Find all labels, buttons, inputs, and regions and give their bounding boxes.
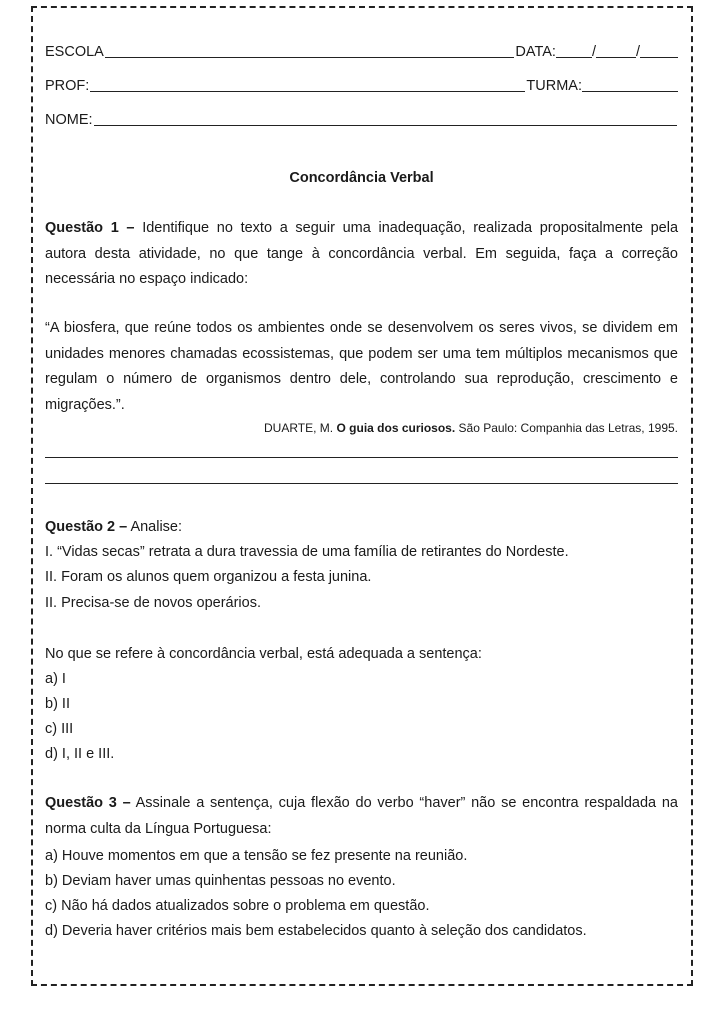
q1-label: Questão 1 – — [45, 220, 135, 236]
q3-option-d: d) Deveria haver critérios mais bem estabelecidos quanto à seleção dos candidatos. — [45, 923, 587, 939]
prof-line — [45, 76, 678, 96]
q3-option-c: c) Não há dados atualizados sobre o problema em questão. — [45, 898, 430, 914]
source-rest: São Paulo: Companhia das Letras, 1995. — [458, 421, 678, 435]
date-year-field[interactable] — [640, 57, 678, 58]
prof-field[interactable] — [90, 91, 525, 92]
q2-option-a: a) I — [45, 671, 66, 687]
turma-label: TURMA: — [526, 78, 582, 94]
nome-label: NOME: — [45, 112, 93, 128]
q3-option-b: b) Deviam haver umas quinhentas pessoas no evento. — [45, 873, 396, 889]
nome-line — [45, 110, 678, 130]
q2-intro: Analise: — [130, 519, 183, 535]
q2-option-c: c) III — [45, 721, 74, 737]
answer-line-2[interactable] — [45, 483, 678, 484]
q2-item: II. Precisa-se de novos operários. — [45, 595, 261, 611]
date-label: DATA: — [515, 44, 556, 60]
school-line — [45, 42, 678, 62]
source-author: DUARTE, M. — [264, 421, 334, 435]
page-title: Concordância Verbal — [289, 170, 434, 186]
q1-source — [264, 420, 678, 436]
q2-item: II. Foram os alunos quem organizou a festa junina. — [45, 569, 372, 585]
q3-label: Questão 3 – — [45, 795, 131, 811]
date-sep-2: / — [635, 44, 640, 60]
turma-field[interactable] — [582, 91, 678, 92]
q3-text: Assinale a sentença, cuja flexão do verbo “haver” não se encontra respaldada na norma culta da Língua Portuguesa: — [45, 795, 678, 837]
date-day-field[interactable] — [556, 57, 592, 58]
school-field[interactable] — [105, 57, 515, 58]
q3-option-a: a) Houve momentos em que a tensão se fez presente na reunião. — [45, 848, 468, 864]
date-sep-1: / — [591, 44, 596, 60]
q2-question: No que se refere à concordância verbal, está adequada a sentença: — [45, 646, 482, 662]
q2-heading — [45, 517, 182, 537]
q1-quote: “A biosfera, que reúne todos os ambientes onde se desenvolvem os seres vivos, se dividem em unidades menores chamadas ecossistemas, que podem ser uma tem múltiplos mecanismos que regulam o número de organismos dentro dele, controlando sua reprodução, crescimento e migrações.”. — [45, 320, 678, 413]
q3-statement — [45, 791, 678, 842]
q1-text: Identifique no texto a seguir uma inadequação, realizada propositalmente pela autora desta atividade, no que tange à concordância verbal. Em seguida, faça a correção necessária no espaço indicado: — [45, 220, 679, 287]
school-label: ESCOLA — [45, 44, 104, 60]
date-month-field[interactable] — [596, 57, 636, 58]
q1-statement — [45, 216, 678, 293]
prof-label: PROF: — [45, 78, 90, 94]
q2-option-b: b) II — [45, 696, 70, 712]
nome-field[interactable] — [94, 125, 677, 126]
q2-option-d: d) I, II e III. — [45, 746, 115, 762]
q2-label: Questão 2 – — [45, 519, 128, 535]
source-book: O guia dos curiosos. — [336, 421, 456, 435]
answer-line-1[interactable] — [45, 457, 678, 458]
q2-item: I. “Vidas secas” retrata a dura travessia de uma família de retirantes do Nordeste. — [45, 544, 569, 560]
